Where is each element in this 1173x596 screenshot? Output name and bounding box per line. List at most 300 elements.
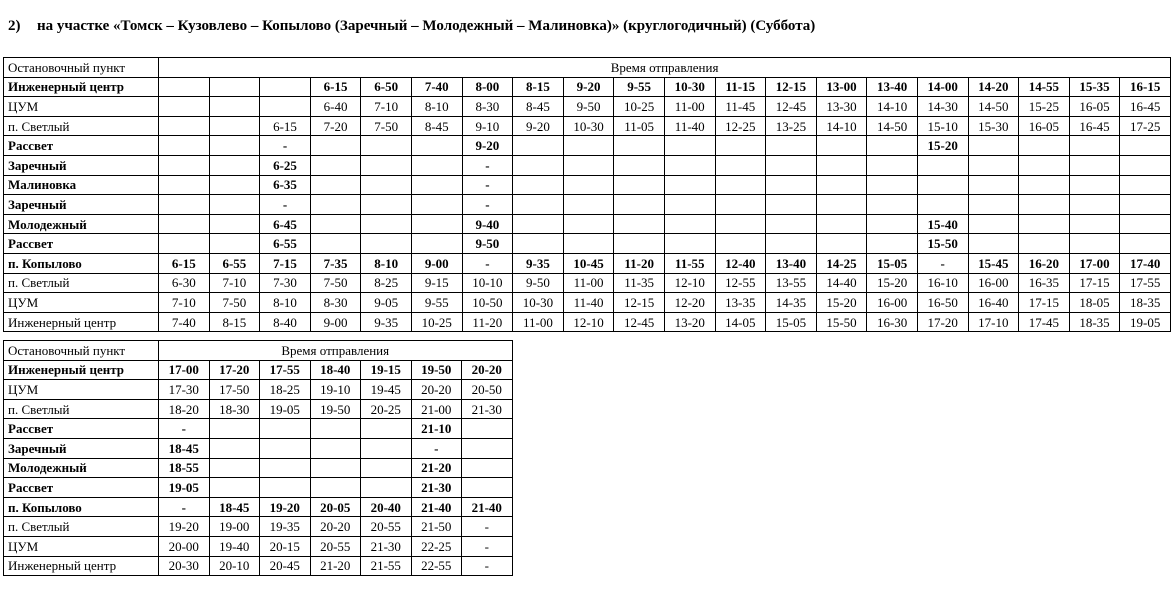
departure-time	[1120, 234, 1171, 254]
departure-time: 6-45	[260, 214, 311, 234]
departure-time	[563, 234, 614, 254]
departure-time: 15-25	[1019, 97, 1070, 117]
departure-time: 7-50	[361, 116, 412, 136]
departure-time	[159, 214, 210, 234]
departure-time: 16-10	[917, 273, 968, 293]
departure-time	[968, 136, 1019, 156]
stop-name: Рассвет	[4, 419, 159, 439]
stop-name: п. Копылово	[4, 253, 159, 273]
departure-time: 21-30	[411, 478, 462, 498]
departure-time	[614, 234, 665, 254]
departure-time: -	[462, 556, 513, 576]
table-row	[4, 536, 513, 556]
table-row	[4, 253, 1171, 273]
departure-time	[1069, 234, 1120, 254]
departure-time	[462, 438, 513, 458]
departure-time	[411, 214, 462, 234]
departure-time	[1019, 214, 1070, 234]
departure-time: 8-30	[310, 293, 361, 313]
departure-time	[361, 438, 412, 458]
departure-time	[664, 234, 715, 254]
table-row	[4, 116, 1171, 136]
departure-time	[513, 175, 564, 195]
departure-time: 18-55	[159, 458, 210, 478]
departure-time	[361, 195, 412, 215]
departure-time: 7-40	[411, 77, 462, 97]
departure-time: 10-45	[563, 253, 614, 273]
departure-time: 8-15	[513, 77, 564, 97]
departure-time: -	[462, 253, 513, 273]
departure-time	[867, 175, 918, 195]
departure-time: 21-40	[462, 497, 513, 517]
table-row	[4, 293, 1171, 313]
departure-time	[209, 234, 260, 254]
stop-name: Инженерный центр	[4, 312, 159, 332]
departure-time	[715, 155, 766, 175]
stop-name: п. Светлый	[4, 273, 159, 293]
departure-time	[411, 175, 462, 195]
departure-time: 20-45	[260, 556, 311, 576]
departure-time: 19-45	[361, 380, 412, 400]
departure-time: 6-15	[260, 116, 311, 136]
departure-time	[411, 155, 462, 175]
departure-time	[614, 155, 665, 175]
departure-time	[209, 97, 260, 117]
departure-time: 14-35	[766, 293, 817, 313]
stop-name: ЦУМ	[4, 380, 159, 400]
departure-time	[1120, 175, 1171, 195]
departure-time: 10-30	[513, 293, 564, 313]
departure-time	[209, 478, 260, 498]
table-row	[4, 438, 513, 458]
departure-time: 17-30	[159, 380, 210, 400]
departure-time: 17-00	[159, 360, 210, 380]
table-row	[4, 97, 1171, 117]
departure-time: 11-40	[563, 293, 614, 313]
stop-name: п. Светлый	[4, 116, 159, 136]
departure-time: 11-05	[614, 116, 665, 136]
departure-time	[209, 136, 260, 156]
departure-time	[664, 214, 715, 234]
departure-time: 14-50	[968, 97, 1019, 117]
departure-time: 11-00	[664, 97, 715, 117]
departure-time	[715, 136, 766, 156]
departure-time	[361, 234, 412, 254]
stop-name: Заречный	[4, 438, 159, 458]
departure-time: 18-30	[209, 399, 260, 419]
departure-time	[513, 234, 564, 254]
departure-time	[715, 214, 766, 234]
departure-time: -	[260, 136, 311, 156]
departure-time: 13-00	[816, 77, 867, 97]
departure-time: 16-40	[968, 293, 1019, 313]
departure-time: 6-15	[159, 253, 210, 273]
departure-time	[867, 214, 918, 234]
departure-time	[968, 234, 1019, 254]
departure-time	[816, 175, 867, 195]
departure-time	[411, 195, 462, 215]
departure-time	[361, 458, 412, 478]
departure-time: 14-55	[1019, 77, 1070, 97]
departure-time: 7-50	[209, 293, 260, 313]
departure-time	[310, 136, 361, 156]
departure-time: 7-10	[209, 273, 260, 293]
departure-time: 11-00	[513, 312, 564, 332]
departure-time: 6-55	[209, 253, 260, 273]
stop-name: Заречный	[4, 155, 159, 175]
departure-time: 9-40	[462, 214, 513, 234]
departure-time	[361, 478, 412, 498]
stop-name: п. Копылово	[4, 497, 159, 517]
header-row	[4, 58, 1171, 78]
departure-time: 10-50	[462, 293, 513, 313]
departure-time	[260, 438, 311, 458]
departure-time	[462, 478, 513, 498]
departure-time	[715, 175, 766, 195]
departure-time: 7-20	[310, 116, 361, 136]
column-header-stop: Остановочный пункт	[4, 58, 159, 78]
departure-time: 21-00	[411, 399, 462, 419]
table-row	[4, 175, 1171, 195]
departure-time: 20-00	[159, 536, 210, 556]
table-row	[4, 273, 1171, 293]
departure-time	[361, 175, 412, 195]
departure-time	[462, 458, 513, 478]
departure-time	[361, 419, 412, 439]
departure-time	[816, 136, 867, 156]
departure-time	[968, 214, 1019, 234]
departure-time	[968, 175, 1019, 195]
departure-time: 17-50	[209, 380, 260, 400]
departure-time: 15-45	[968, 253, 1019, 273]
departure-time	[563, 175, 614, 195]
departure-time: 13-55	[766, 273, 817, 293]
departure-time	[361, 136, 412, 156]
departure-time	[563, 136, 614, 156]
stop-name: Молодежный	[4, 214, 159, 234]
table-row	[4, 517, 513, 537]
departure-time: 19-35	[260, 517, 311, 537]
departure-time	[1120, 136, 1171, 156]
departure-time: 11-15	[715, 77, 766, 97]
departure-time: 15-50	[917, 234, 968, 254]
departure-time: 19-05	[159, 478, 210, 498]
departure-time	[766, 155, 817, 175]
departure-time: 12-15	[614, 293, 665, 313]
departure-time: 15-20	[816, 293, 867, 313]
departure-time	[260, 478, 311, 498]
departure-time: 7-10	[361, 97, 412, 117]
departure-time: 10-10	[462, 273, 513, 293]
departure-time	[563, 195, 614, 215]
departure-time: 14-50	[867, 116, 918, 136]
departure-time	[816, 234, 867, 254]
departure-time	[816, 155, 867, 175]
departure-time: 20-55	[310, 536, 361, 556]
stop-name: ЦУМ	[4, 97, 159, 117]
departure-time: 15-40	[917, 214, 968, 234]
departure-time: 11-20	[462, 312, 513, 332]
departure-time: 21-50	[411, 517, 462, 537]
table-row	[4, 360, 513, 380]
departure-time: 7-30	[260, 273, 311, 293]
departure-time	[310, 438, 361, 458]
departure-time: 8-45	[411, 116, 462, 136]
departure-time: 8-00	[462, 77, 513, 97]
departure-time: 6-50	[361, 77, 412, 97]
departure-time	[766, 195, 817, 215]
departure-time	[563, 214, 614, 234]
departure-time: 16-20	[1019, 253, 1070, 273]
departure-time: 19-20	[159, 517, 210, 537]
departure-time: 20-55	[361, 517, 412, 537]
departure-time: 6-25	[260, 155, 311, 175]
departure-time: 21-40	[411, 497, 462, 517]
departure-time	[614, 175, 665, 195]
departure-time: 12-45	[614, 312, 665, 332]
departure-time	[159, 175, 210, 195]
departure-time: 17-40	[1120, 253, 1171, 273]
departure-time: 10-30	[563, 116, 614, 136]
stop-name: п. Светлый	[4, 517, 159, 537]
departure-time: 20-10	[209, 556, 260, 576]
table-row	[4, 77, 1171, 97]
departure-time: 20-40	[361, 497, 412, 517]
departure-time: 12-45	[766, 97, 817, 117]
departure-time	[310, 214, 361, 234]
stop-name: ЦУМ	[4, 536, 159, 556]
departure-time: 20-05	[310, 497, 361, 517]
departure-time: 20-50	[462, 380, 513, 400]
departure-time	[1069, 214, 1120, 234]
departure-time: 18-45	[159, 438, 210, 458]
departure-time	[159, 77, 210, 97]
departure-time	[159, 234, 210, 254]
departure-time: -	[159, 419, 210, 439]
departure-time	[867, 136, 918, 156]
departure-time: 9-55	[411, 293, 462, 313]
departure-time: 12-10	[563, 312, 614, 332]
departure-time	[310, 478, 361, 498]
departure-time: 8-30	[462, 97, 513, 117]
departure-time	[664, 175, 715, 195]
table-row	[4, 312, 1171, 332]
departure-time: 16-50	[917, 293, 968, 313]
departure-time: 19-40	[209, 536, 260, 556]
departure-time: -	[917, 253, 968, 273]
departure-time	[159, 136, 210, 156]
departure-time: 9-35	[513, 253, 564, 273]
departure-time: 19-50	[411, 360, 462, 380]
departure-time	[1120, 214, 1171, 234]
departure-time	[766, 214, 817, 234]
departure-time: 20-20	[462, 360, 513, 380]
departure-time	[159, 97, 210, 117]
table-row	[4, 419, 513, 439]
table-row	[4, 497, 513, 517]
departure-time	[159, 155, 210, 175]
departure-time: 8-45	[513, 97, 564, 117]
departure-time: -	[159, 497, 210, 517]
departure-time	[513, 155, 564, 175]
departure-time: 10-30	[664, 77, 715, 97]
departure-time: 14-00	[917, 77, 968, 97]
departure-time: 7-40	[159, 312, 210, 332]
table-row	[4, 214, 1171, 234]
departure-time: 7-50	[310, 273, 361, 293]
departure-time	[1019, 155, 1070, 175]
table-row	[4, 458, 513, 478]
departure-time: 9-55	[614, 77, 665, 97]
departure-time	[513, 136, 564, 156]
departure-time: 15-05	[867, 253, 918, 273]
departure-time	[411, 234, 462, 254]
departure-time	[766, 175, 817, 195]
departure-time	[361, 155, 412, 175]
section-title: на участке «Томск – Кузовлево – Копылово (Заречный – Молодежный – Малиновка)» (круглогодичный) (Суббота)	[37, 18, 816, 34]
stop-name: Инженерный центр	[4, 77, 159, 97]
departure-time	[361, 214, 412, 234]
departure-time: 17-20	[209, 360, 260, 380]
departure-time	[816, 195, 867, 215]
departure-time: 13-40	[766, 253, 817, 273]
departure-time	[614, 195, 665, 215]
departure-time	[867, 234, 918, 254]
table-row	[4, 155, 1171, 175]
departure-time: 19-05	[1120, 312, 1171, 332]
departure-time: 11-00	[563, 273, 614, 293]
departure-time	[159, 195, 210, 215]
table-row	[4, 556, 513, 576]
departure-time: 10-25	[614, 97, 665, 117]
departure-time: 15-05	[766, 312, 817, 332]
departure-time	[1019, 234, 1070, 254]
departure-time: -	[462, 195, 513, 215]
departure-time	[310, 155, 361, 175]
departure-time	[917, 175, 968, 195]
column-header-stop: Остановочный пункт	[4, 341, 159, 361]
departure-time: 22-25	[411, 536, 462, 556]
departure-time	[310, 195, 361, 215]
departure-time: 19-20	[260, 497, 311, 517]
departure-time: 9-00	[310, 312, 361, 332]
departure-time	[260, 97, 311, 117]
departure-time: 12-40	[715, 253, 766, 273]
departure-time	[260, 77, 311, 97]
departure-time: 6-55	[260, 234, 311, 254]
departure-time: 14-05	[715, 312, 766, 332]
departure-time	[1069, 136, 1120, 156]
departure-time: 12-55	[715, 273, 766, 293]
departure-time: 11-40	[664, 116, 715, 136]
stop-name: Малиновка	[4, 175, 159, 195]
departure-time	[310, 175, 361, 195]
departure-time: 20-15	[260, 536, 311, 556]
departure-time: 20-25	[361, 399, 412, 419]
departure-time: 17-15	[1069, 273, 1120, 293]
departure-time: 17-20	[917, 312, 968, 332]
stop-name: ЦУМ	[4, 293, 159, 313]
stop-name: Инженерный центр	[4, 360, 159, 380]
departure-time: -	[462, 175, 513, 195]
departure-time: 7-10	[159, 293, 210, 313]
stop-name: Рассвет	[4, 234, 159, 254]
departure-time: 12-10	[664, 273, 715, 293]
departure-time: 11-55	[664, 253, 715, 273]
departure-time	[310, 458, 361, 478]
departure-time: -	[462, 536, 513, 556]
departure-time	[260, 419, 311, 439]
departure-time: 9-20	[462, 136, 513, 156]
departure-time	[513, 214, 564, 234]
departure-time	[968, 155, 1019, 175]
departure-time: 11-20	[614, 253, 665, 273]
departure-time: 11-45	[715, 97, 766, 117]
departure-time	[209, 419, 260, 439]
departure-time: 18-05	[1069, 293, 1120, 313]
departure-time: 11-35	[614, 273, 665, 293]
departure-time: 21-20	[310, 556, 361, 576]
departure-time: 18-45	[209, 497, 260, 517]
departure-time: 18-35	[1069, 312, 1120, 332]
departure-time	[159, 116, 210, 136]
departure-time: 10-25	[411, 312, 462, 332]
stop-name: п. Светлый	[4, 399, 159, 419]
departure-time: 18-35	[1120, 293, 1171, 313]
departure-time: 6-35	[260, 175, 311, 195]
departure-time: 6-40	[310, 97, 361, 117]
departure-time	[411, 136, 462, 156]
stop-name: Заречный	[4, 195, 159, 215]
departure-time: 8-25	[361, 273, 412, 293]
departure-time	[1069, 155, 1120, 175]
departure-time: 16-00	[968, 273, 1019, 293]
departure-time: 15-20	[867, 273, 918, 293]
departure-time: 8-10	[361, 253, 412, 273]
stop-name: Рассвет	[4, 136, 159, 156]
departure-time: 16-45	[1069, 116, 1120, 136]
table-row	[4, 399, 513, 419]
departure-time	[310, 234, 361, 254]
departure-time: 15-10	[917, 116, 968, 136]
departure-time: 14-40	[816, 273, 867, 293]
departure-time: 13-20	[664, 312, 715, 332]
departure-time: 15-50	[816, 312, 867, 332]
table-row	[4, 380, 513, 400]
departure-time	[1069, 175, 1120, 195]
departure-time: 14-10	[816, 116, 867, 136]
departure-time: 19-10	[310, 380, 361, 400]
departure-time: 19-05	[260, 399, 311, 419]
departure-time	[664, 136, 715, 156]
departure-time: 13-25	[766, 116, 817, 136]
departure-time: 9-35	[361, 312, 412, 332]
departure-time: 17-45	[1019, 312, 1070, 332]
departure-time: 17-55	[1120, 273, 1171, 293]
timetable-main	[3, 57, 1171, 332]
departure-time	[715, 195, 766, 215]
departure-time: 16-05	[1019, 116, 1070, 136]
departure-time: 16-00	[867, 293, 918, 313]
departure-time: -	[462, 517, 513, 537]
departure-time	[917, 195, 968, 215]
stop-name: Молодежный	[4, 458, 159, 478]
departure-time: 14-10	[867, 97, 918, 117]
departure-time	[260, 458, 311, 478]
departure-time: 19-00	[209, 517, 260, 537]
departure-time	[1069, 195, 1120, 215]
stop-name: Инженерный центр	[4, 556, 159, 576]
